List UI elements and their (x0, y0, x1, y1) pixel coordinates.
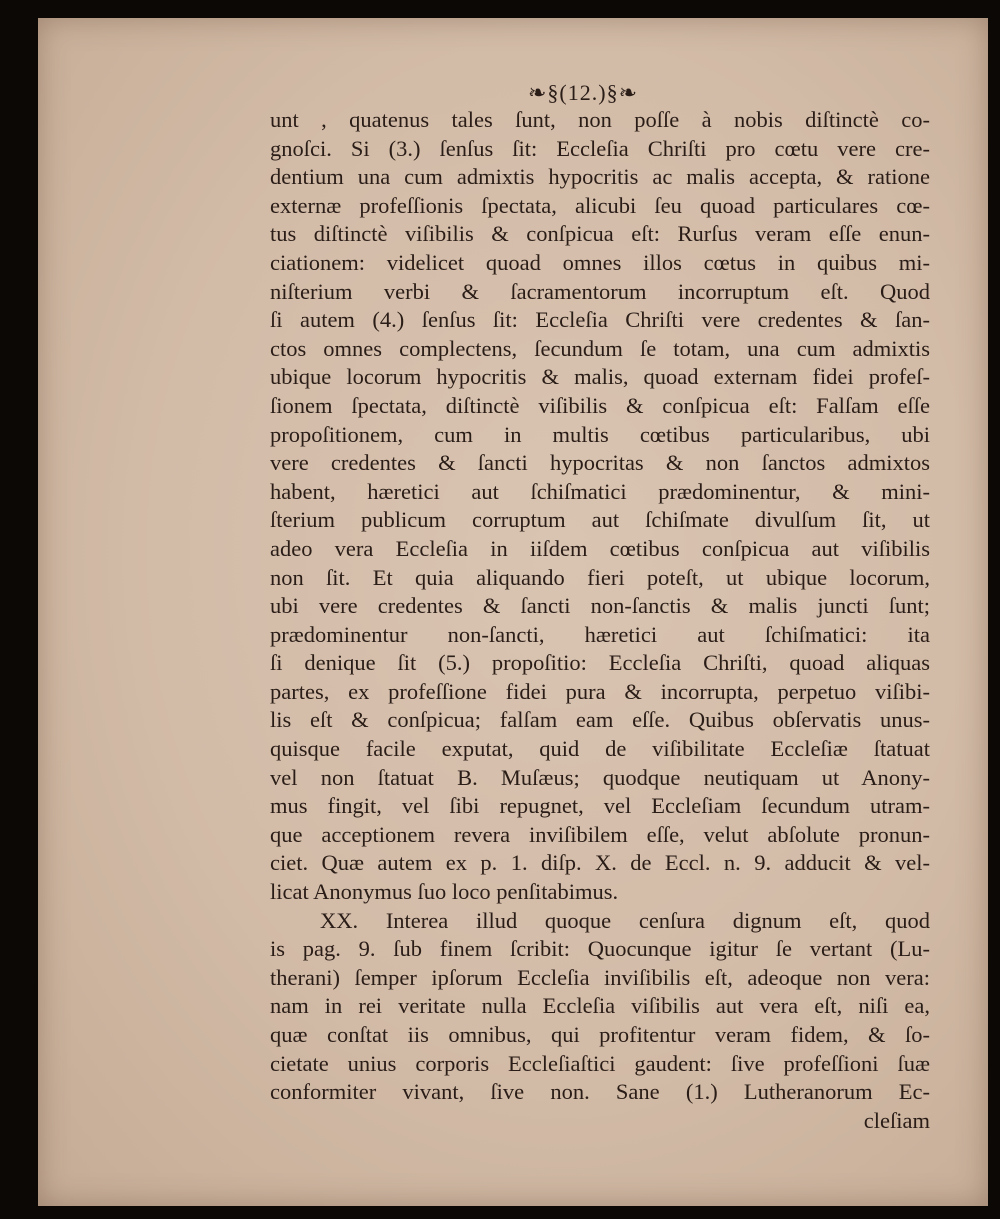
text-line: cleſiam (863, 1107, 930, 1133)
text-line: ctos omnes complectens, ſecundum ſe totam, una cum admixtis (270, 335, 930, 361)
text-line: ſionem ſpectata, diſtinctè viſibilis & conſpicua eſt: Falſam eſſe (270, 392, 930, 418)
page-header-ornament: ❧§(12.)§❧ (528, 80, 639, 105)
text-line: habent, hæretici aut ſchiſmatici prædominentur, & mini- (270, 478, 930, 504)
text-line: licat Anonymus ſuo loco penſitabimus. (270, 879, 619, 905)
text-line: dentium una cum admixtis hypocritis ac malis accepta, & ratione (270, 164, 930, 190)
text-line: unt , quatenus tales ſunt, non poſſe à nobis diſtinctè co- (270, 107, 930, 132)
text-line: partes, ex profeſſione fidei pura & incorrupta, perpetuo viſibi- (270, 678, 930, 704)
text-line: vere credentes & ſancti hypocritas & non ſanctos admixtos (270, 450, 930, 476)
text-line: mus fingit, vel ſibi repugnet, vel Eccleſiam ſecundum utram- (270, 793, 930, 819)
text-line: conformiter vivant, ſive non. Sane (1.) Lutheranorum Ec- (270, 1079, 930, 1105)
text-line: nam in rei veritate nulla Eccleſia viſibilis aut vera eſt, niſi ea, (270, 993, 930, 1019)
text-line: is pag. 9. ſub finem ſcribit: Quocunque igitur ſe vertant (Lu- (270, 936, 930, 962)
text-line: ſi denique ſit (5.) propoſitio: Eccleſia Chriſti, quoad aliquas (270, 650, 930, 676)
text-line: ſterium publicum corruptum aut ſchiſmate divulſum ſit, ut (270, 507, 930, 533)
text-line: ſi autem (4.) ſenſus ſit: Eccleſia Chriſti vere credentes & ſan- (270, 307, 930, 333)
text-line: ciationem: videlicet quoad omnes illos cœtus in quibus mi- (270, 249, 930, 275)
text-line: cietate unius corporis Eccleſiaſtici gaudent: ſive profeſſioni ſuæ (270, 1050, 930, 1076)
text-line: vel non ſtatuat B. Muſæus; quodque neutiquam ut Anony- (270, 764, 930, 790)
text-line: ubique locorum hypocritis & malis, quoad externam fidei profeſ- (270, 364, 930, 390)
text-line: niſterium verbi & ſacramentorum incorruptum eſt. Quod (270, 278, 930, 304)
page-body-text (270, 106, 930, 1135)
text-line: non ſit. Et quia aliquando fieri poteſt, ut ubique locorum, (270, 564, 930, 590)
text-line: externæ profeſſionis ſpectata, alicubi ſeu quoad particulares cœ- (270, 192, 930, 218)
text-line: XX. Interea illud quoque cenſura dignum eſt, quod (320, 907, 930, 933)
text-line: adeo vera Eccleſia in iiſdem cœtibus conſpicua aut viſibilis (270, 535, 930, 561)
text-line: tus diſtinctè viſibilis & conſpicua eſt: Rurſus veram eſſe enun- (270, 221, 930, 247)
text-line: que acceptionem revera inviſibilem eſſe, velut abſolute pronun- (270, 821, 930, 847)
text-line: propoſitionem, cum in multis cœtibus particularibus, ubi (270, 421, 930, 447)
text-line: quisque facile exputat, quid de viſibilitate Eccleſiæ ſtatuat (270, 736, 930, 762)
book-page (38, 18, 988, 1206)
text-line: prædominentur non-ſancti, hæretici aut ſchiſmatici: ita (270, 621, 930, 647)
text-line: lis eſt & conſpicua; falſam eam eſſe. Quibus obſervatis unus- (270, 707, 930, 733)
text-line: therani) ſemper ipſorum Eccleſia inviſibilis eſt, adeoque non vera: (270, 964, 930, 990)
text-line: quæ conſtat iis omnibus, qui profitentur veram fidem, & ſo- (270, 1022, 930, 1047)
text-line: ubi vere credentes & ſancti non-ſanctis & malis juncti ſunt; (270, 593, 930, 619)
text-line: ciet. Quæ autem ex p. 1. diſp. X. de Eccl. n. 9. adducit & vel- (270, 850, 930, 876)
text-line: gnoſci. Si (3.) ſenſus ſit: Eccleſia Chriſti pro cœtu vere cre- (270, 135, 930, 161)
